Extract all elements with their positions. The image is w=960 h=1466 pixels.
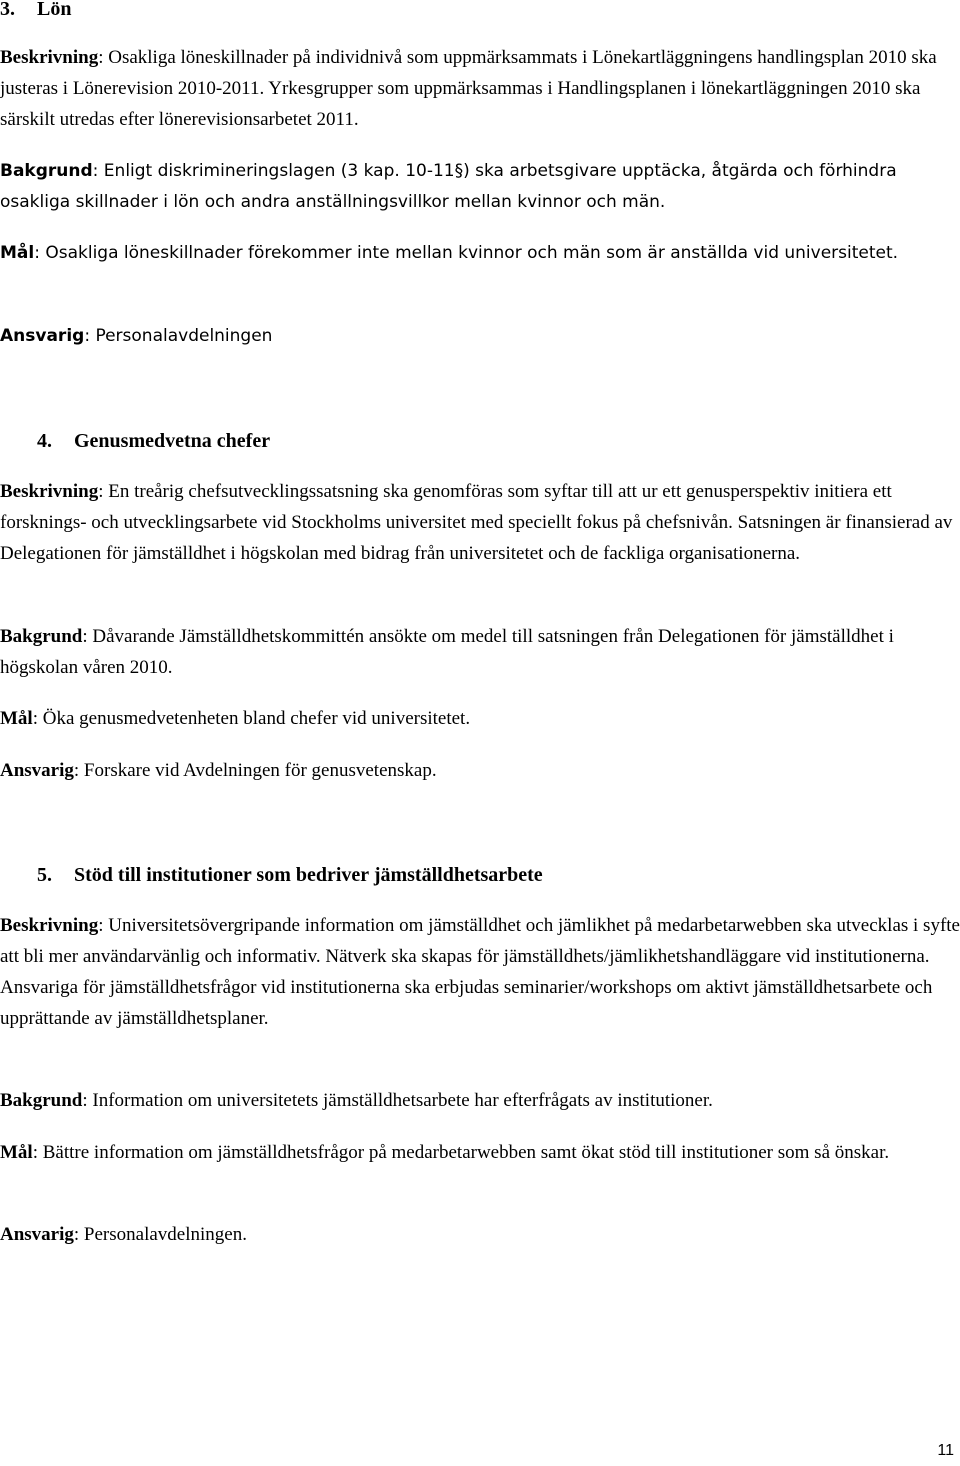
ansvarig-paragraph bbox=[0, 321, 900, 352]
bakgrund-label: Bakgrund bbox=[0, 161, 93, 181]
beskrivning-label: Beskrivning bbox=[0, 915, 99, 936]
ansvarig-label: Ansvarig bbox=[0, 326, 85, 346]
beskrivning-label: Beskrivning bbox=[0, 481, 99, 502]
page-number: 11 bbox=[937, 1442, 954, 1459]
ansvarig-paragraph bbox=[0, 755, 940, 786]
beskrivning-paragraph bbox=[0, 910, 960, 1034]
bakgrund-label: Bakgrund bbox=[0, 1090, 83, 1111]
bakgrund-text: : Enligt diskrimineringslagen (3 kap. 10-11§) ska arbetsgivare upptäcka, åtgärda och förhindra osakliga skillnader i lön och andra anställningsvillkor mellan kvinnor och män. bbox=[0, 161, 897, 212]
beskrivning-paragraph bbox=[0, 476, 960, 569]
ansvarig-paragraph bbox=[0, 1219, 940, 1250]
bakgrund-text: : Information om universitetets jämställdhetsarbete har efterfrågats av institutioner. bbox=[82, 1090, 713, 1111]
section-number: 5. bbox=[37, 864, 52, 886]
beskrivning-text: : En treårig chefsutvecklingssatsning ska genomföras som syftar till att ur ett genusperspektiv initiera ett forsknings- och utvecklingsarbete vid Stockholms universitet med speciellt fokus på chefsnivån. Satsningen är finansierad av Delegationen för jämställdhet i högskolan med bidrag från universitetet och de fackliga organisationerna. bbox=[0, 481, 953, 564]
ansvarig-text: : Forskare vid Avdelningen för genusvetenskap. bbox=[73, 760, 437, 781]
mal-label: Mål bbox=[0, 708, 33, 729]
mal-paragraph bbox=[0, 703, 940, 734]
beskrivning-text: : Universitetsövergripande information om jämställdhet och jämlikhet på medarbetarwebben ska utvecklas i syfte att bli mer användarvänlig och informativ. Nätverk ska skapas för jämställdhets/jämlikhetshandläggare vid institutionerna. Ansvariga för jämställdhetsfrågor vid institutionerna ska erbjudas seminarier/workshops om aktivt jämställdhetsarbete och upprättande av jämställdhetsplaner. bbox=[0, 915, 960, 1029]
mal-label: Mål bbox=[0, 1142, 33, 1163]
beskrivning-paragraph bbox=[0, 42, 960, 135]
bakgrund-paragraph bbox=[0, 156, 910, 218]
section-heading bbox=[0, 0, 960, 21]
mal-label: Mål bbox=[0, 243, 35, 263]
section-title: Lön bbox=[37, 0, 72, 20]
section-title: Stöd till institutioner som bedriver jämställdhetsarbete bbox=[74, 864, 543, 886]
bakgrund-paragraph bbox=[0, 1085, 940, 1116]
section-title: Genusmedvetna chefer bbox=[74, 430, 271, 452]
mal-paragraph bbox=[0, 1137, 956, 1168]
mal-paragraph bbox=[0, 238, 900, 269]
beskrivning-label: Beskrivning bbox=[0, 47, 99, 68]
beskrivning-text: : Osakliga löneskillnader på individnivå som uppmärksammats i Lönekartläggningens handlingsplan 2010 ska justeras i Lönerevision 2010-2011. Yrkesgrupper som uppmärksammas i Handlingsplanen i lönekartläggningen 2010 ska särskilt utredas efter lönerevisionsarbetet 2011. bbox=[0, 47, 937, 130]
mal-text: : Bättre information om jämställdhetsfrågor på medarbetarwebben samt ökat stöd till institutioner som så önskar. bbox=[32, 1142, 890, 1163]
ansvarig-label: Ansvarig bbox=[0, 1224, 74, 1245]
ansvarig-label: Ansvarig bbox=[0, 760, 74, 781]
bakgrund-text: : Dåvarande Jämställdhetskommittén ansökte om medel till satsningen från Delegationen för jämställdhet i högskolan våren 2010. bbox=[0, 626, 894, 678]
ansvarig-text: : Personalavdelningen bbox=[84, 326, 273, 346]
section-number: 3. bbox=[0, 0, 15, 20]
bakgrund-label: Bakgrund bbox=[0, 626, 83, 647]
section-number: 4. bbox=[37, 430, 52, 452]
mal-text: : Öka genusmedvetenheten bland chefer vid universitetet. bbox=[32, 708, 471, 729]
bakgrund-paragraph bbox=[0, 621, 940, 683]
ansvarig-text: : Personalavdelningen. bbox=[73, 1224, 247, 1245]
section-heading bbox=[0, 429, 960, 453]
section-heading bbox=[0, 863, 960, 887]
mal-text: : Osakliga löneskillnader förekommer inte mellan kvinnor och män som är anställda vid universitetet. bbox=[34, 243, 899, 263]
